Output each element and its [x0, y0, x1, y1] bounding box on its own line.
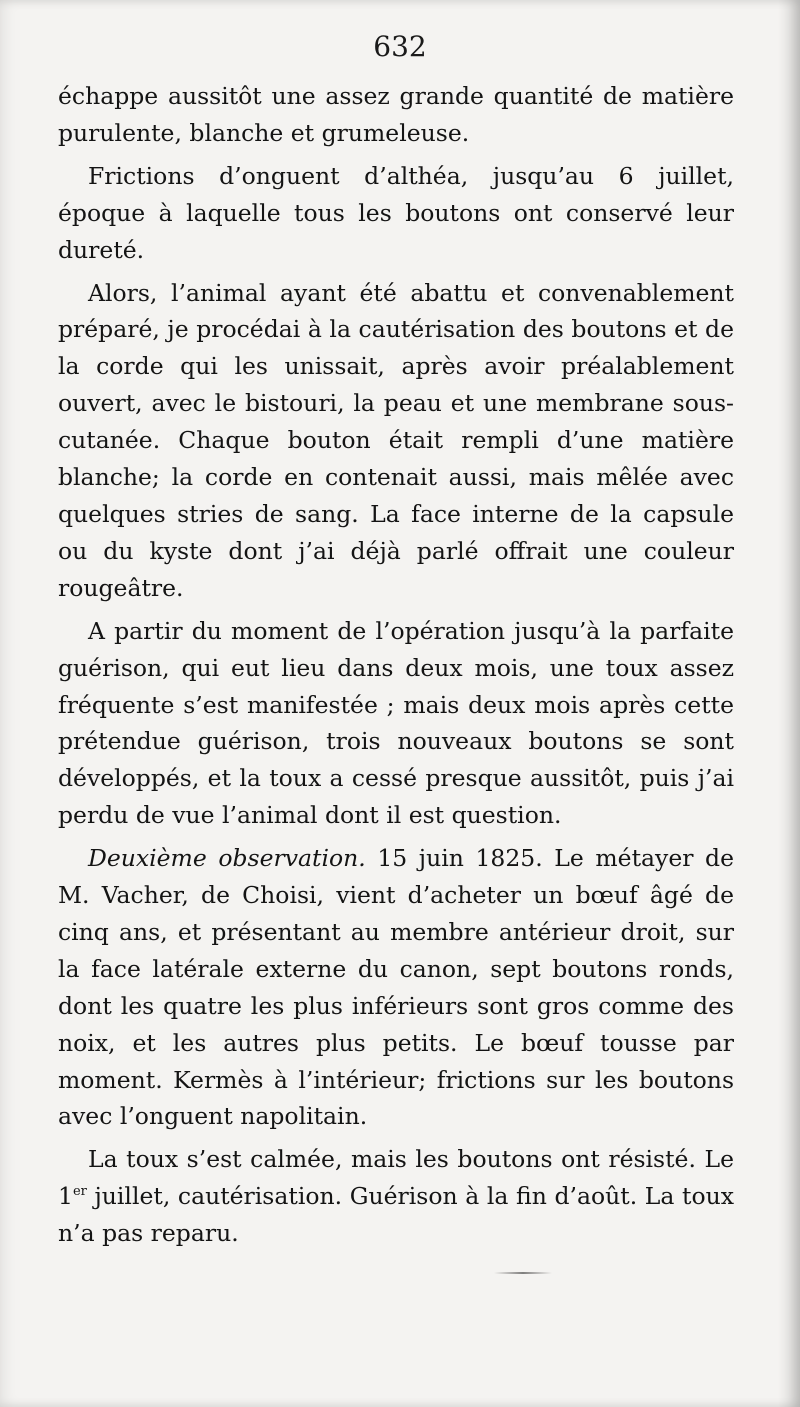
ordinal-superscript: er	[72, 1184, 87, 1200]
paragraph-1: échappe aussitôt une assez grande quantité de matière purulente, blanche et grumeleuse.	[58, 82, 734, 147]
observation-heading: Deuxième observation.	[88, 844, 366, 873]
paragraph-2: Frictions d’onguent d’althéa, jusqu’au 6 juillet, époque à laquelle tous les boutons ont conservé leur dureté.	[58, 161, 734, 264]
paragraph-5-text: 15 juin 1825. Le métayer de M. Vacher, de Choisi, vient d’acheter un bœuf âgé de cinq ans, et présentant au membre antérieur droit, sur la face latérale externe du canon, sept boutons ronds, dont les quatre les plus inférieurs sont gros comme des noix, et les autres plus petits. Le bœuf tousse par moment. Kermès à l’intérieur; frictions sur les boutons avec l’onguent napolitain.	[58, 844, 734, 1131]
paragraph-3: Alors, l’animal ayant été abattu et convenablement préparé, je procédai à la cautérisation des boutons et de la corde qui les unissait, après avoir préalablement ouvert, avec le bistouri, la peau et une membrane sous-cutanée. Chaque bouton était rempli d’une matière blanche; la corde en contenait aussi, mais mêlée avec quelques stries de sang. La face interne de la capsule ou du kyste dont j’ai déjà parlé offrait une couleur rougeâtre.	[58, 278, 734, 602]
paragraph-6-text-a: La toux s’est calmée, mais les boutons ont résisté. Le 1	[58, 1145, 734, 1211]
paragraph-4: A partir du moment de l’opération jusqu’à la parfaite guérison, qui eut lieu dans deux mois, une toux assez fréquente s’est manifestée ; mais deux mois après cette prétendue guérison, trois nouveaux boutons se sont développés, et la toux a cessé presque aussitôt, puis j’ai perdu de vue l’animal dont il est question.	[58, 616, 734, 830]
page-body	[58, 78, 734, 1252]
page-edge-shadow	[778, 0, 800, 1407]
paragraph-6-text-b: juillet, cautérisation. Guérison à la fin d’août. La toux n’a pas reparu.	[58, 1182, 734, 1248]
paragraph-5	[58, 840, 734, 1135]
paragraph-6	[58, 1141, 734, 1252]
end-ornament-rule	[494, 1272, 552, 1274]
page-number: 632	[373, 30, 427, 63]
